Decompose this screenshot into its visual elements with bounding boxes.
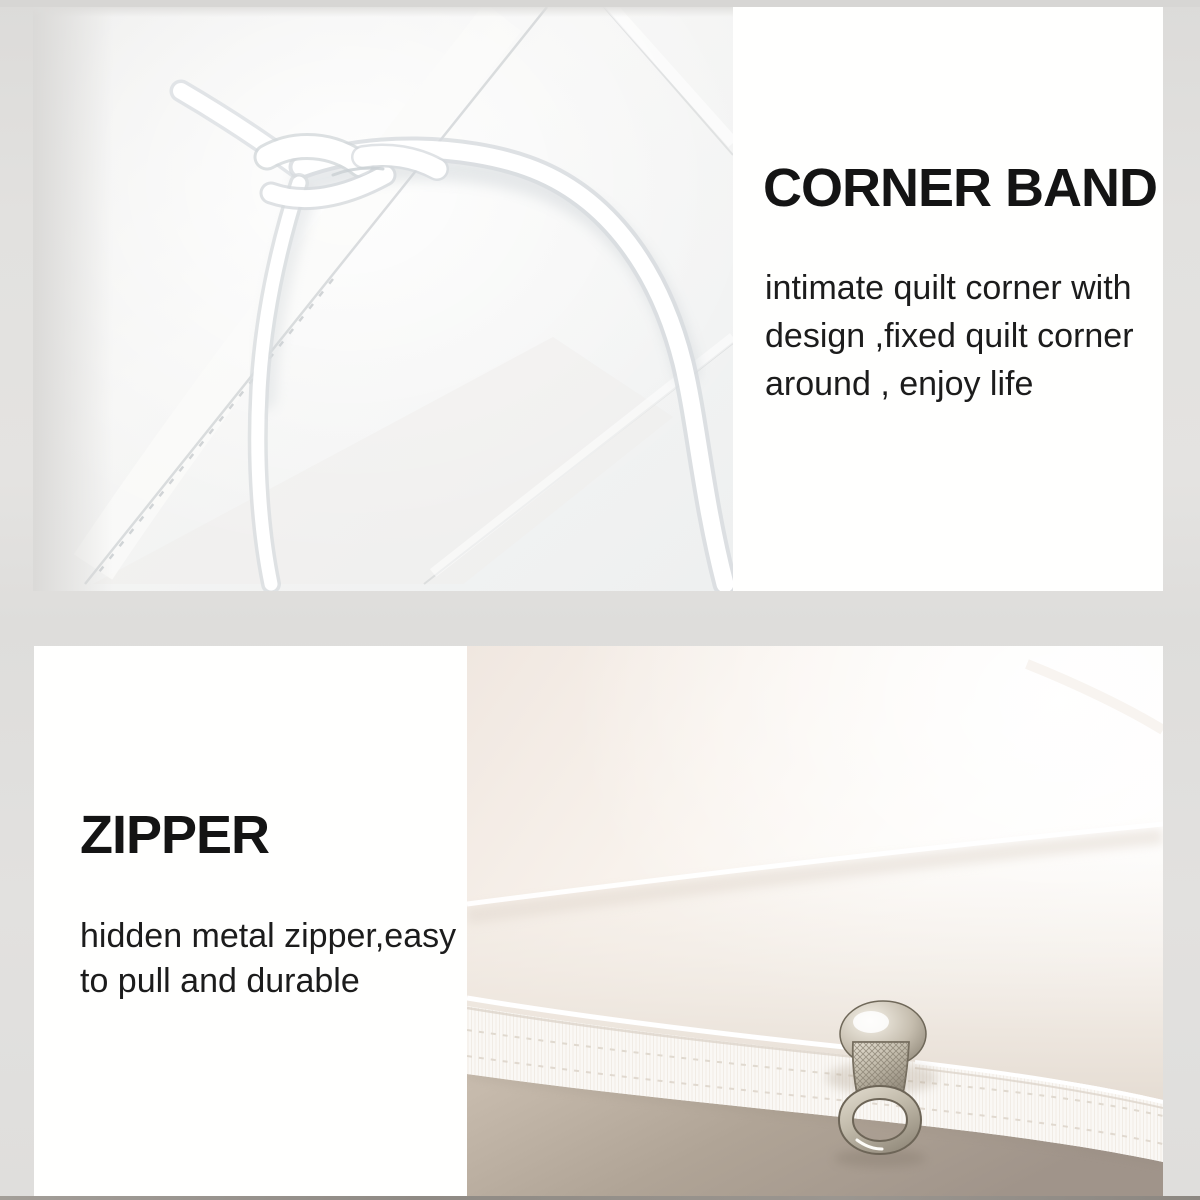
corner-band-description-line: intimate quilt corner with [765,269,1132,307]
top-margin-strip [0,0,1200,7]
zipper-title: ZIPPER [80,805,270,865]
quilt-corner-illustration [33,7,733,591]
zipper-description-line: hidden metal zipper,easy [80,917,457,955]
zipper-description [80,914,456,1004]
zipper-text-panel [34,646,467,1196]
corner-band-description [765,264,1134,408]
corner-band-text-panel [733,7,1163,591]
zipper-description-line: to pull and durable [80,962,360,1000]
zipper-illustration [467,646,1163,1196]
zipper-photo [467,646,1163,1196]
corner-band-description-line: around , enjoy life [765,365,1034,403]
bottom-edge-strip [0,1196,1200,1200]
corner-band-title: CORNER BAND [763,158,1157,218]
corner-band-description-line: design ,fixed quilt corner [765,317,1134,355]
corner-band-photo [33,7,733,591]
